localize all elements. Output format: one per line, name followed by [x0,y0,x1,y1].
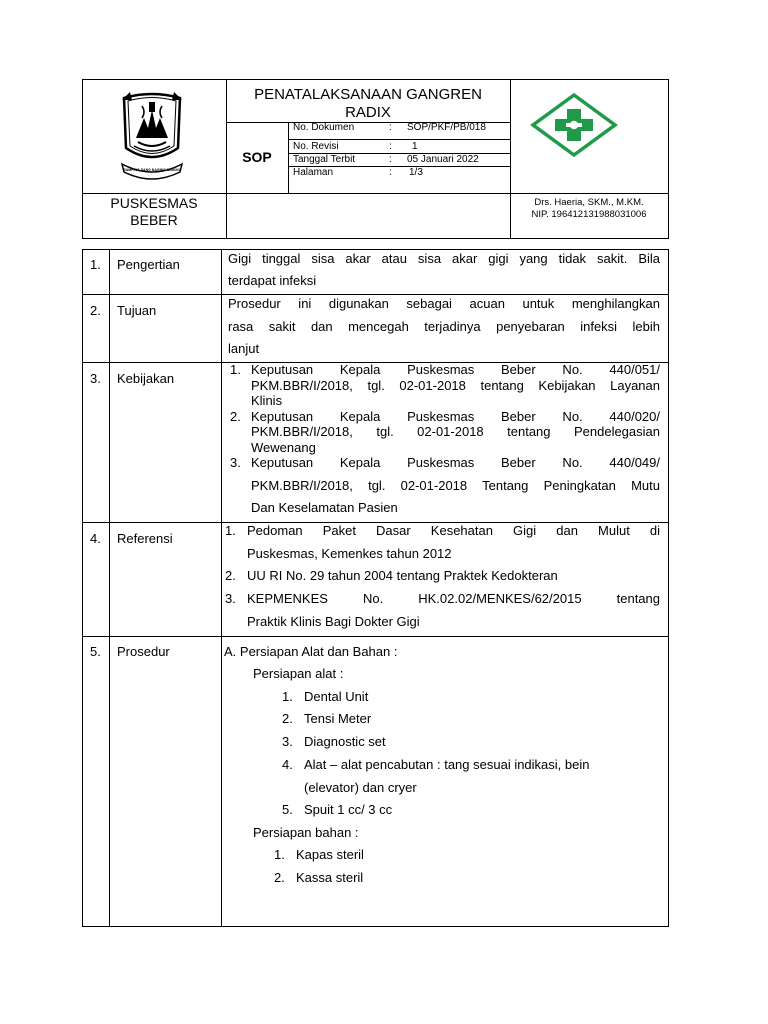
list-item-line: UU RI No. 29 tahun 2004 tentang Praktek Kedokteran [247,568,558,583]
list-item-number: 5. [282,802,293,817]
list-item-line: PKM.BBR/I/2018, tgl. 02-01-2018 Tentang Peningkatan Mutu [251,478,660,493]
list-item-number: 3. [225,591,236,606]
organization-name-line2: BEBER [130,212,178,228]
row-text-line: Prosedur ini digunakan sebagai acuan untuk menghilangkan [228,296,660,311]
list-item-text: Alat – alat pencabutan : tang sesuai indikasi, bein [304,757,590,772]
meta-sep: : [389,122,392,133]
list-item-text: Spuit 1 cc/ 3 cc [304,802,393,817]
list-item-line: Klinis [251,393,283,408]
list-item-line: Keputusan Kepala Puskesmas Beber No. 440/051/ [251,362,660,377]
list-item-line: Praktik Klinis Bagi Dokter Gigi [247,614,420,629]
list-item-line: PKM.BBR/I/2018, tgl. 02-01-2018 tentang Pendelegasian [251,424,660,439]
list-item-number: 3. [282,734,293,749]
emblem-motto: RAMPING SANG NAGING NANGGI [123,168,181,172]
document-title-line2: RADIX [345,104,391,121]
row-number: 5. [90,644,101,659]
list-item-text: Diagnostic set [304,734,386,749]
list-item-number: 2. [282,711,293,726]
meta-label-halaman: Halaman [293,167,334,178]
signer-name: Drs. Haeria, SKM., M.KM. [534,197,644,208]
meta-value-tanggal-terbit: 05 Januari 2022 [407,154,479,165]
puskesmas-logo [527,92,621,158]
meta-label-no-dokumen: No. Dokumen [293,122,355,133]
sub-heading-bahan: Persiapan bahan : [253,825,359,840]
row-number: 4. [90,531,101,546]
row-text-line: lanjut [228,341,260,356]
list-item-line: Keputusan Kepala Puskesmas Beber No. 440/020/ [251,409,660,424]
list-item-number: 2. [274,870,285,885]
list-item-number: 1. [230,362,241,377]
meta-label-tanggal-terbit: Tanggal Terbit [293,154,356,165]
sop-label: SOP [242,149,272,165]
list-item-text: Dental Unit [304,689,369,704]
regency-emblem-logo [118,88,186,183]
list-item-text: (elevator) dan cryer [304,780,417,795]
meta-sep: : [389,167,392,178]
document-title-line1: PENATALAKSANAAN GANGREN [254,86,482,103]
list-item-line: Keputusan Kepala Puskesmas Beber No. 440/049/ [251,455,660,470]
list-item-number: 3. [230,455,241,470]
list-item-number: 1. [225,523,236,538]
list-item-text: Kapas steril [296,847,364,862]
sub-heading-alat: Persiapan alat : [253,666,344,681]
list-item-line: Dan Keselamatan Pasien [251,500,398,515]
list-item-text: Kassa steril [296,870,364,885]
list-item-number: 1. [282,689,293,704]
list-item-number: 4. [282,757,293,772]
row-text-line: Gigi tinggal sisa akar atau sisa akar gigi yang tidak sakit. Bila [228,251,660,266]
meta-sep: : [389,154,392,165]
meta-value-no-dokumen: SOP/PKF/PB/018 [407,122,486,133]
row-label: Tujuan [117,303,157,318]
meta-label-no-revisi: No. Revisi [293,141,339,152]
list-item-number: 1. [274,847,285,862]
row-number: 3. [90,371,101,386]
meta-value-halaman: 1/3 [409,167,423,178]
list-item-line: Puskesmas, Kemenkes tahun 2012 [247,546,452,561]
section-heading: A. Persiapan Alat dan Bahan : [224,644,398,659]
list-item-line: PKM.BBR/I/2018, tgl. 02-01-2018 tentang Kebijakan Layanan [251,378,660,393]
row-label: Referensi [117,531,173,546]
row-label: Pengertian [117,257,180,272]
list-item-line: Pedoman Paket Dasar Kesehatan Gigi dan Mulut di [247,523,660,538]
row-text-line: rasa sakit dan mencegah terjadinya penyebaran infeksi lebih [228,319,660,334]
row-number: 2. [90,303,101,318]
organization-name-line1: PUSKESMAS [110,195,198,211]
row-number: 1. [90,257,101,272]
list-item-text: Tensi Meter [304,711,372,726]
list-item-line: KEPMENKES No. HK.02.02/MENKES/62/2015 tentang [247,591,660,606]
list-item-number: 2. [225,568,236,583]
row-label: Kebijakan [117,371,175,386]
list-item-number: 2. [230,409,241,424]
list-item-line: Wewenang [251,440,316,455]
signer-nip: NIP. 196412131988031006 [531,209,647,220]
row-label: Prosedur [117,644,170,659]
meta-sep: : [389,141,392,152]
row-text-line: terdapat infeksi [228,273,317,288]
meta-value-no-revisi: 1 [412,141,418,152]
